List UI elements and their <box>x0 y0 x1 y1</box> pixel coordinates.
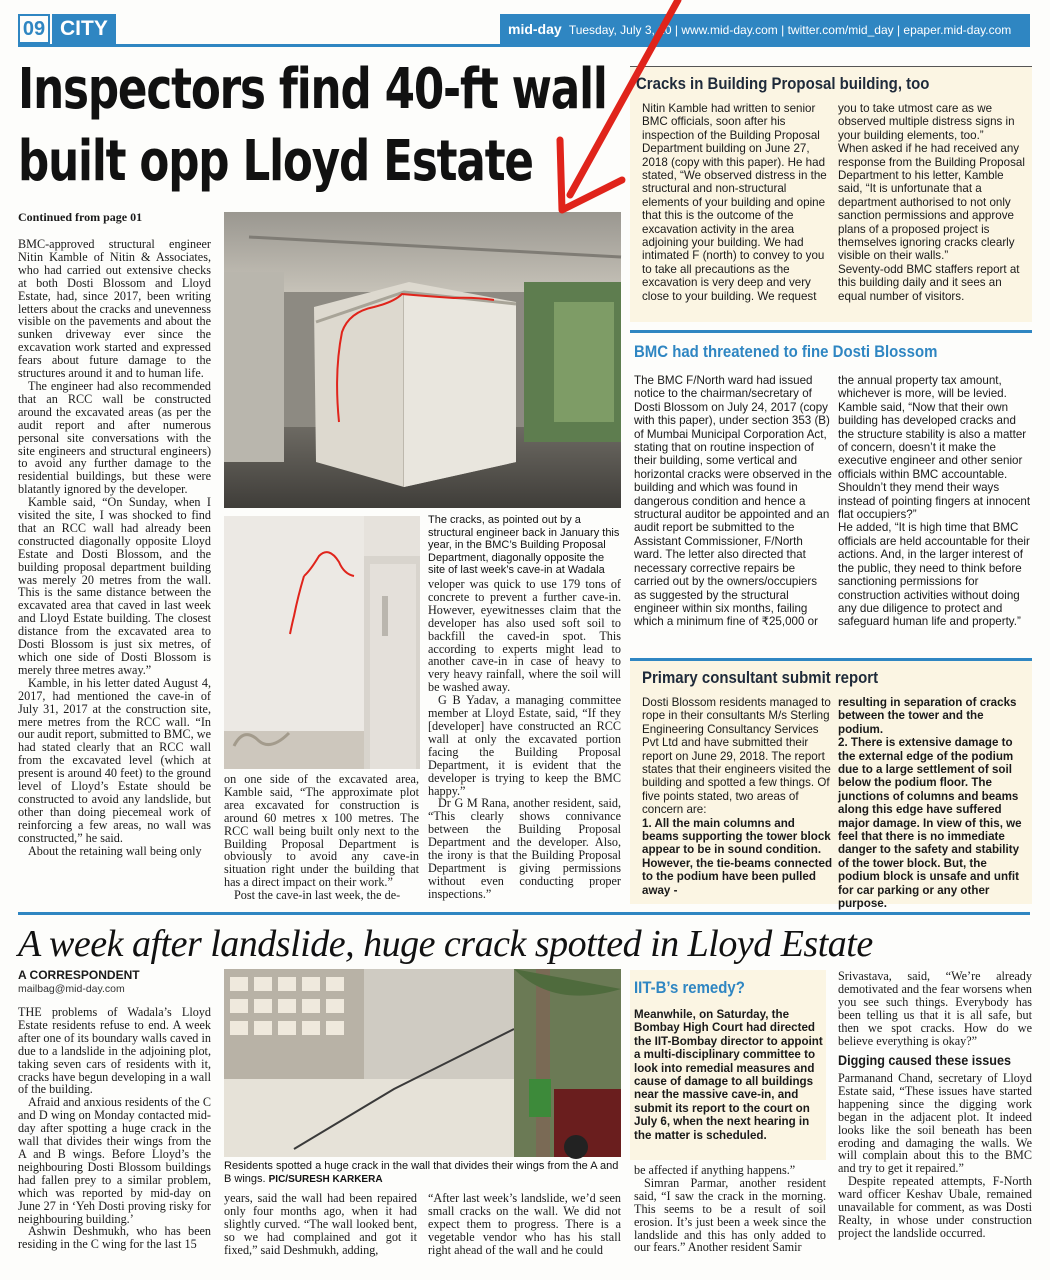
headline-line-1: Inspectors find 40-ft wall <box>18 57 607 122</box>
photo-crack-wall-lloyd <box>224 969 621 1157</box>
paragraph: Ashwin Deshmukh, who has been residing in the C wing for the last 15 <box>18 1224 211 1252</box>
box-column-a <box>642 696 834 900</box>
paragraph: veloper was quick to use 179 tons of concrete to prevent a further cave-in. However, eyewitnesses claim that the developer has also used soft soil to backfill the caved-in spot. This according to experts might lead to another cave-in in case of heavy to very heavy rainfall, where the soil will be washed away. <box>428 577 621 695</box>
photo-wall-crack <box>224 516 420 769</box>
paragraph: Despite repeated attempts, F-North ward officer Keshav Ubale, remained unavailable for comment, as was Dosti Realty, in whose under construction project the landslide occurred. <box>838 1174 1032 1240</box>
sidebar-box-cracks <box>630 66 1032 322</box>
paragraph: Kamble said, “On Sunday, when I visited the site, I was shocked to find that an RCC wall had already been constructed diagonally opposite Lloyd Estate and Dosti Blossom, and the building proposal department building was merely 20 metres from the wall. This is the same distance between the excavated area that caved in last week and Lloyd Estate building. The closest distance from the excavated area to Dosti Blossom is just six metres, of which one side of Dosti Blossom is merely three metres away.” <box>18 495 211 677</box>
byline-email[interactable]: mailbag@mid-day.com <box>18 983 125 995</box>
sidebar-box-consultant <box>630 658 1032 911</box>
paragraph: When asked if he had received any response from the Building Proposal Department to his letter, Kamble said, “It is unfortunate that a department authorised to not only sanction permissions and approve plans of a proposed project is themselves ignoring cracks clearly visible on their walls.” <box>838 142 1025 263</box>
headline-line-2: built opp Lloyd Estate <box>18 129 533 194</box>
paragraph: Afraid and anxious residents of the C and D wing on Monday contacted mid-day after spotting a huge crack in the wall that divides their wings from the A and B wings. Before Lloyd’s the neighbouring Dosti Blossom buildings had fallen prey to a similar problem, which was reported by mid-day on June 27 in ‘Yeh Dosti proving risky for neighbouring building.’ <box>18 1095 211 1226</box>
photo-caption: The cracks, as pointed out by a structural engineer back in January this year, in the BMC’s Building Proposal Department, diagonally opposite the site of last week’s cave-in at Wadala <box>428 514 620 577</box>
pillar-photo-illustration <box>224 212 621 508</box>
masthead: mid-day <box>508 21 562 37</box>
paragraph: years, said the wall had been repaired only four months ago, when it had slightly curved. “The wall looked bent, so we had complained and got it fixed,” said Deshmukh, adding, <box>224 1191 417 1257</box>
red-arrow-annotation <box>540 0 690 220</box>
byline: A CORRESPONDENT <box>18 968 140 982</box>
story2-column-5b <box>838 1072 1032 1258</box>
sidebar-box-fine <box>630 336 1032 646</box>
paragraph: 2. There is extensive damage to the external edge of the podium due to a large settlement of soil below the podium floor. The junctions of columns and beams along this edge have suffered major damage. In view of this, we feel that there is no immediate danger to the safety and stability of the tower block. But, the podium block is unsafe and unfit for car parking or any other purpose. <box>838 736 1022 911</box>
paragraph: be affected if anything happens.” <box>634 1163 796 1177</box>
story1-column-1 <box>18 238 211 903</box>
photo-caption <box>224 1160 621 1186</box>
box-column-b <box>838 102 1028 314</box>
box-title: Primary consultant submit report <box>642 668 879 687</box>
box-rule <box>630 658 1032 661</box>
header-rule <box>18 44 1030 47</box>
story2-column-2 <box>224 1192 417 1258</box>
paragraph: Simran Parmar, another resident said, “I saw the crack in the morning. This seems to be a result of soil erosion. It’s just been a week since the landslide and this has only added to our fears.” Another resident Samir <box>634 1175 826 1255</box>
header-links: | www.mid-day.com | twitter.com/mid_day | epaper.mid-day.com <box>674 23 1012 37</box>
wall-photo-illustration <box>224 516 420 769</box>
story2-column-1 <box>18 1006 211 1258</box>
story2-column-4 <box>634 1164 826 1258</box>
lloyd-photo-illustration <box>224 969 621 1157</box>
breeze-blocks <box>230 977 344 1035</box>
box-rule <box>630 330 1032 333</box>
box-column-a: The BMC F/North ward had issued notice to the chairman/secretary of Dosti Blossom on July 24, 2017 (copy with this paper), under section 353 (B) of Mumbai Municipal Corporation Act, stating that on routine inspection of their building, some vertical and horizontal cracks were observed in the building and which was found in dangerous condition and hence a structural auditor be appointed and an audit report be submitted to the Assistant Commissioner, F/North ward. The letter also directed that necessary corrective repairs be carried out by the owners/occupiers as suggested by the structural engineer within six months, failing which a minimum fine of ₹25,000 or <box>634 374 832 629</box>
caption-text: Residents spotted a huge crack in the wall that divides their wings from the A and B wings. <box>224 1160 619 1185</box>
box-title: Cracks in Building Proposal building, too <box>636 74 930 93</box>
box-column-b <box>838 374 1032 644</box>
paragraph: 1. All the main columns and beams supporting the tower block appear to be in sound condition. However, the tie-beams connected to the podium have been pulled away - <box>642 816 833 897</box>
paragraph: Srivastava, said, “We’re already demotivated and the fear worsens when you see such things. Everybody has been telling us that it is all safe, but then we spot cracks. How do we believe everything is okay?” <box>838 969 1032 1048</box>
issue-date: Tuesday, July 3, 20 <box>568 23 672 37</box>
paragraph: THE problems of Wadala’s Lloyd Estate residents refuse to end. A week after one of its boundary walls caved in due to a landslide in the adjoining plot, taking seven cars of residents with it, cracks have begun developing in a wall of the building. <box>18 1005 211 1097</box>
box-top-rule <box>630 66 1032 67</box>
photo-pillar-crack <box>224 212 621 508</box>
paragraph: Seventy-odd BMC staffers report at this building daily and it sees an equal number of visitors. <box>838 262 1020 303</box>
box-title: IIT-B’s remedy? <box>634 978 745 997</box>
box-title: BMC had threatened to fine Dosti Blossom <box>634 342 938 361</box>
paragraph: you to take utmost care as we observed multiple distress signs in your building elements, too.” <box>838 102 1015 142</box>
story1-column-2 <box>224 773 419 903</box>
paragraph: Post the cave-in last week, the de- <box>234 888 401 903</box>
paragraph: Dr G M Rana, another resident, said, “This clearly shows connivance between the Building Proposal Department and the developer. Also, the irony is that the Building Proposal Department is giving permissions without even conducting proper inspections.” <box>428 796 621 901</box>
paragraph: About the retaining wall being only <box>28 843 202 858</box>
paragraph: on one side of the excavated area, Kamble said, “The approximate plot area excavated for construction is around 60 metres x 100 metres. The RCC wall being built only next to the Building Proposal Department is obviously to avoid any cave-in situation right under the building that has a direct impact on their work.” <box>224 772 419 890</box>
paragraph: “After last week’s landslide, we’d seen small cracks on the wall. We did not expect them to progress. There is a vegetable vendor who has his stall right ahead of the wall and he could <box>428 1191 621 1257</box>
story1-column-3 <box>428 578 621 903</box>
paragraph: The engineer had also recommended that an RCC wall be constructed around the excavated areas (as per the audit report and after numerous personal site conversations with the site engineers and structural engineers) to avoid any further damage to the residential buildings, but these were blatantly ignored by the developer. <box>18 378 211 497</box>
story2-column-3 <box>428 1192 621 1258</box>
box-column-b <box>838 696 1030 911</box>
headline-story-2: A week after landslide, huge crack spotted in Lloyd Estate <box>18 923 873 965</box>
photo-credit: PIC/SURESH KARKERA <box>268 1173 383 1185</box>
paragraph: Parmanand Chand, secretary of Lloyd Estate said, “These issues have started happening since the digging work began in the adjacent plot. It indeed looks like the soil beneath has been eroding and damaging the walls. We will complain about this to the BMC and try to get it repaired.” <box>838 1071 1032 1176</box>
story-divider <box>18 912 1030 915</box>
paragraph: G B Yadav, a managing committee member at Lloyd Estate, said, “If they [developer] have constructed an RCC wall at only the excavated portion facing the Building Proposal Department, it is evident that the developer is trying to keep the BMC happy.” <box>428 693 621 798</box>
subhead: Digging caused these issues <box>838 1052 1011 1068</box>
paragraph: resulting in separation of cracks between the tower and the podium. <box>838 696 1017 736</box>
box-column-a: Nitin Kamble had written to senior BMC officials, soon after his inspection of the Building Proposal Department building on June 27, 2018 (copy with this paper). He had stated, “We observed distress in the structural and non-structural elements of your building and opine that this is the outcome of the excavation activity in the area adjoining your building. We had intimated F (north) to convey to you to take all precautions as the excavation is very deep and very close to your building. We request <box>642 102 827 303</box>
paragraph: BMC-approved structural engineer Nitin Kamble of Nitin & Associates, who had carried out extensive checks at both Dosti Blossom and Lloyd Estate, had, since 2017, been writing letters about the cracks and unevenness visible on the pavements and about the sunken driveway ever since the excavation work started and expressed fears about future damage to the structures around it and to human life. <box>18 237 211 381</box>
paragraph: He added, “It is high time that BMC officials are held accountable for their actions. And, in the larger interest of the public, they need to think before sanctioning permissions for construction activities without doing any due diligence to protect and safeguard human life and property.” <box>838 521 1030 629</box>
page-number: 09 <box>18 14 50 44</box>
box-text: Meanwhile, on Saturday, the Bombay High Court had directed the IIT-Bombay director to appoint a multi-disciplinary committee to look into remedial measures and cause of damage to all buildings near the massive cave-in, and submit its report to the court on July 6, when the next hearing in the matter is scheduled. <box>634 1008 823 1142</box>
story2-column-5 <box>838 970 1032 1050</box>
paragraph: the annual property tax amount, whichever is more, will be levied. Kamble said, “Now that their own building has developed cracks and the structure stability is also a matter of concern, doesn’t it make the executive engineer and other senior officials within BMC accountable. Shouldn’t they mend their ways instead of pointing fingers at innocent flat occupiers?” <box>838 374 1031 522</box>
section-label: CITY <box>52 14 116 44</box>
continued-note: Continued from page 01 <box>18 210 143 224</box>
paragraph: Dosti Blossom residents managed to rope in their consultants M/s Sterling Engineering Consultancy Services Pvt Ltd and have submitted their report on June 29, 2018. The report states that their engineers visited the building and spotted a few things. Of five points stated, two areas of concern are: <box>642 696 831 817</box>
paragraph: Kamble, in his letter dated August 4, 2017, had mentioned the cave-in of July 31, 2017 at the construction site, mere metres from the RCC wall. “In our audit report, submitted to BMC, we had stated clearly that an RCC wall from the excavated level (which at present is around 40 feet) to the ground level of Lloyd’s Estate should be constructed to avoid any landslide, but other than doing piecemeal work of reinforcing a few areas, no wall was constructed,” he said. <box>18 675 211 845</box>
sidebar-box-iitb <box>630 970 826 1160</box>
